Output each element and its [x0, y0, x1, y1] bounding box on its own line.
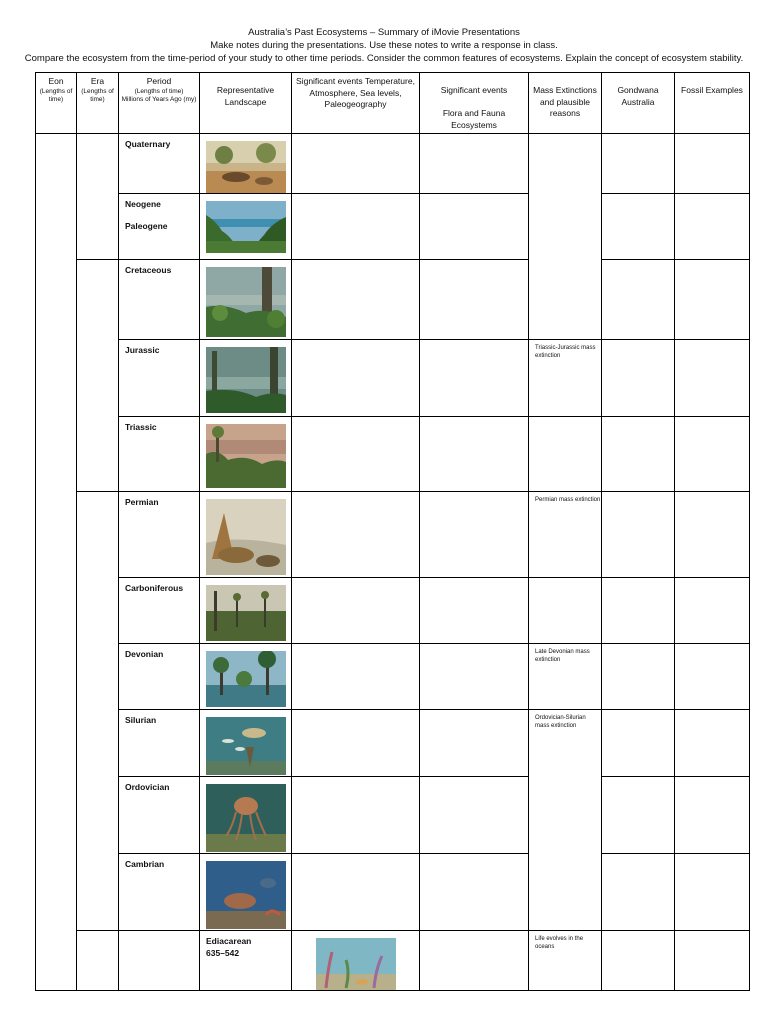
period-jurassic: Jurassic [125, 345, 160, 355]
landscape-image-permian [206, 499, 286, 575]
landscape-image-devonian [206, 651, 286, 707]
col-fossils: Fossil Examples [675, 73, 750, 134]
period-quaternary: Quaternary [125, 139, 171, 149]
page-title: Australia’s Past Ecosystems – Summary of iMovie Presentations [248, 27, 520, 38]
period-paleogene: Paleogene [125, 221, 168, 231]
col-events-environment: Significant events Temperature, Atmosphere, Sea levels, Paleogeography [292, 73, 420, 134]
period-ediacaran-range: 635–542 [206, 948, 240, 958]
landscape-image-carboniferous [206, 585, 286, 641]
col-eon: Eon (Lengths of time) [36, 73, 77, 134]
period-cretaceous: Cretaceous [125, 265, 172, 275]
landscape-image-neogene [206, 201, 286, 253]
table-row [36, 854, 750, 931]
landscape-image-ordovician [206, 784, 286, 852]
note-permian: Permian mass extinction [535, 497, 601, 503]
landscape-image-cretaceous [206, 267, 286, 337]
table-row [36, 644, 750, 710]
note-triassic-jurassic: Triassic-Jurassic mass extinction [535, 345, 596, 359]
landscape-image-jurassic [206, 347, 286, 413]
period-neogene: Neogene [125, 199, 161, 209]
eon-cell [36, 134, 77, 991]
period-ordovician: Ordovician [125, 782, 170, 792]
period-silurian: Silurian [125, 715, 157, 725]
note-ordovician-silurian: Ordovician-Silurian mass extinction [535, 715, 586, 729]
col-mass-extinctions: Mass Extinctions and plausible reasons [529, 73, 602, 134]
note-ediacaran-life: Life evolves in the oceans [535, 936, 584, 950]
mass-extinction-cell [529, 134, 602, 340]
period-cambrian: Cambrian [125, 859, 165, 869]
landscape-image-quaternary [206, 141, 286, 193]
eon-cell [77, 931, 119, 991]
table-row [36, 417, 750, 492]
col-landscape: Representative Landscape [200, 73, 292, 134]
note-late-devonian: Late Devonian mass extinction [535, 649, 590, 663]
landscape-image-triassic [206, 424, 286, 488]
table-row [36, 260, 750, 340]
era-cell [77, 492, 119, 931]
landscape-image-cambrian [206, 861, 286, 929]
period-carboniferous: Carboniferous [125, 583, 184, 593]
summary-table [35, 72, 750, 991]
table-row [36, 578, 750, 644]
table-row [36, 134, 750, 194]
period-triassic: Triassic [125, 422, 157, 432]
instructions-line-1: Make notes during the presentations. Use these notes to write a response in class. [210, 40, 558, 51]
era-cell [77, 134, 119, 260]
col-period: Period (Lengths of time) Millions of Years Ago (my) [119, 73, 200, 134]
landscape-image-ediacaran [316, 938, 396, 990]
col-events-flora-fauna: Significant events Flora and Fauna Ecosystems [420, 73, 529, 134]
table-row [36, 777, 750, 854]
table-row [36, 492, 750, 578]
table-row [36, 340, 750, 417]
era-cell [77, 260, 119, 492]
page-header [0, 26, 768, 65]
table-row [36, 931, 750, 991]
era-cell [119, 931, 200, 991]
instructions-line-2: Compare the ecosystem from the time-period of your study to other time periods. Consider the common features of ecosystems. Explain the concept of ecosystem stability. [24, 53, 744, 64]
period-ediacaran: Ediacarean [206, 936, 252, 946]
col-gondwana: Gondwana Australia [602, 73, 675, 134]
header-row [36, 73, 750, 134]
table-row [36, 194, 750, 260]
period-permian: Permian [125, 497, 159, 507]
landscape-image-silurian [206, 717, 286, 775]
table-row [36, 710, 750, 777]
period-devonian: Devonian [125, 649, 164, 659]
col-era: Era (Lengths of time) [77, 73, 119, 134]
